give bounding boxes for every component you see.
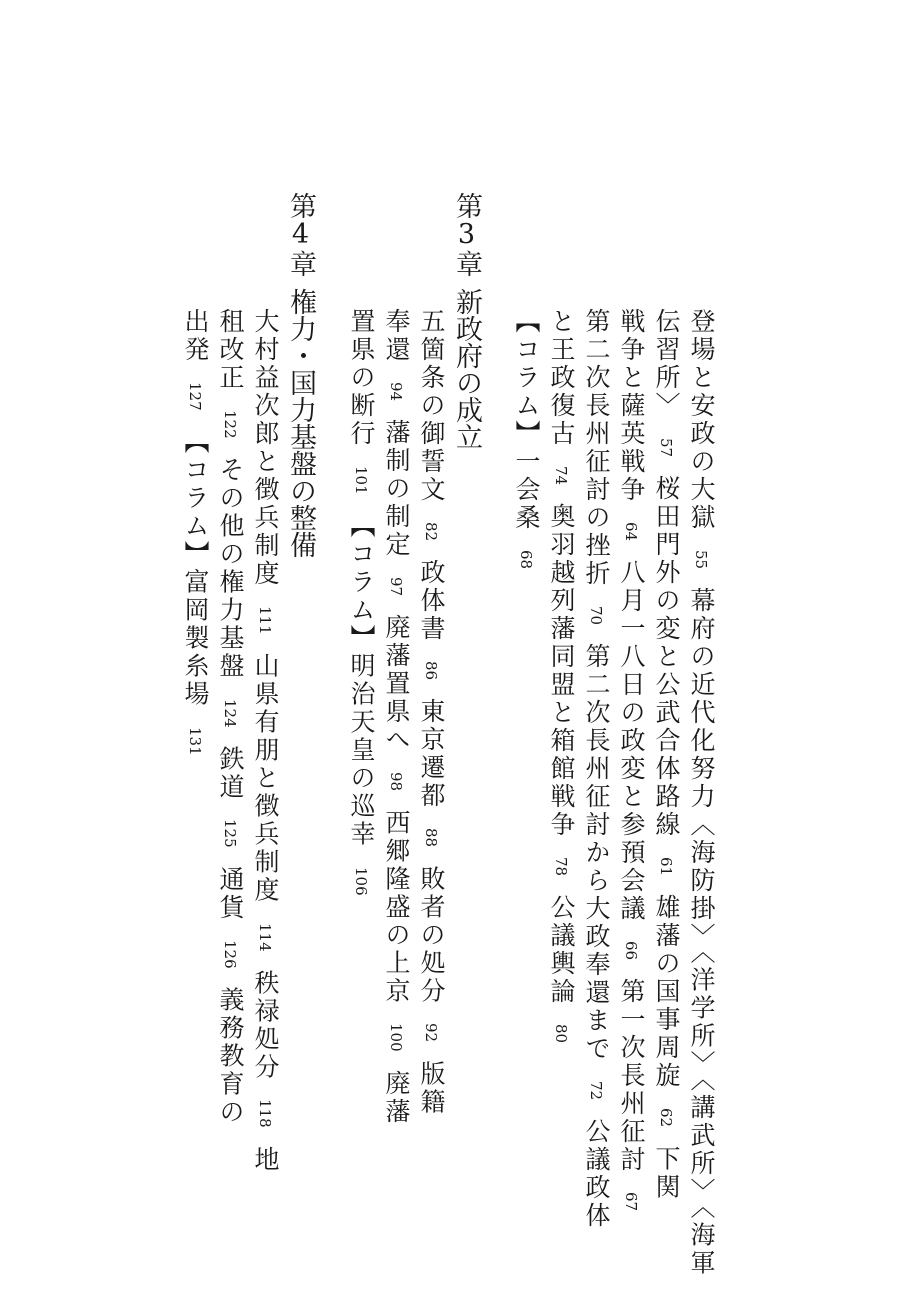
toc-line-14 [180,308,210,773]
page-number: 92 [422,1023,440,1043]
page-number: 55 [692,550,710,570]
page-number: 61 [657,857,675,877]
toc-entry-text: 廃藩 [382,1069,411,1126]
toc-line-5 [546,308,576,1061]
toc-entry-text: 下関 [652,1145,681,1202]
toc-entry-text: 公議政体 [582,1118,611,1231]
page-number: 82 [422,522,440,542]
page-number: 57 [657,438,675,458]
toc-entry-text: 藩制の制定 [382,419,411,560]
page-number: 127 [186,382,204,411]
toc-entry-text: 置県の断行 [347,308,376,448]
toc-entry-text: 伝習所〉 [652,308,681,420]
chapter-4-title: 権力・国力基盤の整備 [285,288,316,558]
toc-entry-text: と王政復古 [547,308,576,448]
toc-line-10 [346,308,376,913]
toc-entry-text: 大村益次郎と徴兵制度 [251,308,280,588]
toc-entry-text: 政体書 [417,559,446,644]
chapter-3-title: 新政府の成立 [451,288,482,450]
toc-entry-text: 雄藩の国事周旋 [652,894,681,1091]
page-number: 67 [622,1192,640,1212]
page-number: 126 [221,939,239,969]
toc-entry-text: 八月一八日の政変と参預会議 [617,559,646,924]
page-number: 64 [622,522,640,542]
toc-entry-text: 義務教育の [216,986,245,1127]
toc-entry-text: 第二次長州征討から大政奉還まで [582,643,611,1064]
toc-line-3 [616,308,646,1229]
toc-entry-text: 版籍 [417,1060,446,1117]
toc-entry-text: 第一次長州征討 [617,978,646,1175]
toc-entry-text: その他の権力基盤 [216,456,245,681]
toc-line-6 [511,308,541,587]
page-number: 74 [552,466,570,486]
page-number: 86 [422,661,440,681]
page-number: 94 [387,382,405,402]
page-number: 101 [352,466,370,495]
page-number: 124 [221,698,239,728]
toc-entry-text: 【コラム】明治天皇の巡幸 [347,512,376,849]
toc-entry-text: 敗者の処分 [417,865,446,1006]
toc-line-2 [651,308,681,1201]
toc-entry-text: 西郷隆盛の上京 [382,809,411,1006]
toc-entry-text: 五箇条の御誓文 [417,308,446,504]
page-number: 106 [352,866,370,896]
page-number: 80 [552,1024,570,1044]
toc-entry-text: 地 [251,1145,280,1174]
toc-entry-text: 廃藩置県へ [382,614,411,755]
chapter-4-number: 第4章 [285,192,316,277]
toc-line-1 [686,308,716,1278]
toc-entry-text: 【コラム】富岡製糸場 [181,428,210,709]
page-number: 97 [387,577,405,597]
page-number: 68 [517,550,535,570]
page-number: 100 [387,1023,405,1052]
page-number: 98 [387,772,405,792]
page-number: 122 [221,410,239,439]
page-number: 118 [256,1099,274,1128]
page-number: 111 [256,606,274,635]
toc-line-9 [381,308,411,1126]
page-number: 131 [186,726,204,756]
chapter-3-heading [451,192,481,450]
page-number: 78 [552,857,570,877]
toc-entry-text: 桜田門外の変と公武合体路線 [652,475,681,840]
page-number: 125 [221,819,239,848]
toc-entry-text: 租改正 [216,308,245,392]
toc-entry-text: 幕府の近代化努力〈海防掛〉〈洋学所〉〈講武所〉〈海軍 [687,587,716,1278]
toc-entry-text: 公議輿論 [547,894,576,1007]
page-number: 88 [422,828,440,848]
chapter-4-heading [285,192,315,558]
page-number: 62 [657,1108,675,1128]
toc-line-13 [215,308,245,1127]
page-number: 72 [587,1081,605,1101]
toc-entry-text: 戦争と薩英戦争 [617,308,646,504]
toc-line-12 [250,308,280,1174]
toc-entry-text: 出発 [181,308,210,364]
page-number: 70 [587,606,605,626]
toc-entry-text: 奉還 [382,308,411,364]
toc-entry-text: 登場と安政の大獄 [687,308,716,532]
chapter-3-number: 第3章 [451,192,482,277]
toc-line-8 [416,308,446,1116]
toc-entry-text: 【コラム】一会桑 [512,308,541,532]
toc-entry-text: 山県有朋と徴兵制度 [251,652,280,905]
toc-entry-text: 東京遷都 [417,698,446,811]
toc-entry-text: 奥羽越列藩同盟と箱館戦争 [547,503,576,840]
page-number: 66 [622,941,640,961]
toc-entry-text: 通貨 [216,865,245,922]
toc-entry-text: 秩禄処分 [251,969,280,1082]
page-number: 114 [256,922,274,952]
toc-entry-text: 第二次長州征討の挫折 [582,308,611,588]
toc-entry-text: 鉄道 [216,745,245,802]
toc-line-4 [581,308,611,1230]
